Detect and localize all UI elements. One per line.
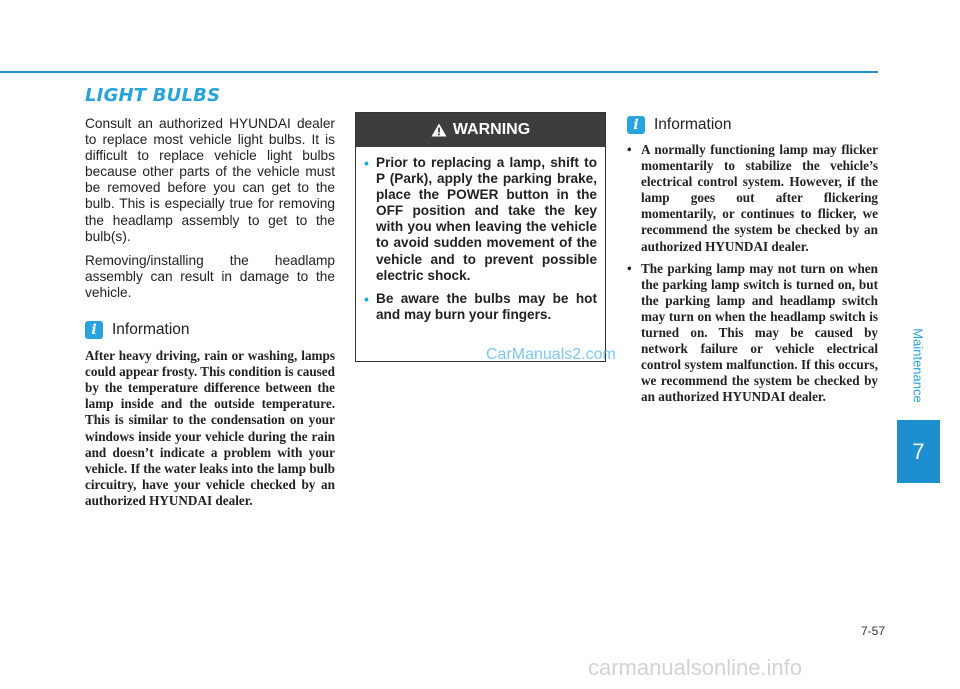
- warning-item-text: Prior to replacing a lamp, shift to P (Park), apply the parking brake, place the POWER button in the OFF position and take the key with you when leaving the vehicle to avoid sudden movement of the vehicle and to prevent possible electric shock.: [376, 155, 597, 283]
- warning-body: [356, 147, 605, 323]
- list-item: [627, 261, 878, 406]
- chapter-tab[interactable]: 7: [897, 420, 940, 483]
- watermark-link[interactable]: CarManuals2.com: [486, 346, 616, 363]
- intro-paragraph: Consult an authorized HYUNDAI dealer to replace most vehicle light bulbs. It is difficult to replace vehicle light bulbs because other parts of the vehicle must be removed before you can get to the bulb. This is especially true for removing the headlamp assembly to get to the bulb(s).: [85, 116, 335, 244]
- list-item-text: The parking lamp may not turn on when the parking lamp switch is turned on, but the parking lamp and headlamp switch may turn on when the headlamp switch is turned on. This may be caused by network failure or vehicle electrical control system malfunction. If this occurs, we recommend the system be checked by an authorized HYUNDAI dealer.: [641, 260, 878, 405]
- bullet-icon: •: [364, 155, 369, 171]
- info-heading: [627, 114, 878, 136]
- right-column: [627, 114, 878, 406]
- warning-item-text: Be aware the bulbs may be hot and may burn your fingers.: [376, 290, 597, 322]
- top-rule: [0, 71, 878, 73]
- info-label: Information: [654, 116, 732, 133]
- warning-header: [356, 113, 605, 147]
- warning-title: WARNING: [452, 121, 531, 138]
- list-item: [627, 142, 878, 255]
- footer-watermark: carmanualsonline.info: [588, 655, 803, 680]
- left-column: [85, 116, 335, 509]
- chapter-name: Maintenance: [911, 327, 927, 403]
- chapter-side-label: [897, 300, 940, 430]
- info-icon: i: [85, 321, 103, 339]
- info-icon: i: [627, 116, 645, 134]
- info-label: Information: [112, 321, 190, 339]
- info-text: After heavy driving, rain or washing, lamps could appear frosty. This condition is caused by the temperature difference between the lamp inside and the outside temperature. This is similar to the condensation on your windows inside your vehicle during the rain and doesn’t indicate a problem with your vehicle. If the water leaks into the lamp bulb circuitry, have your vehicle checked by an authorized HYUNDAI dealer.: [85, 348, 335, 508]
- warning-box: [355, 112, 606, 362]
- list-item-text: A normally functioning lamp may flicker momentarily to stabilize the vehicle’s electrical control system. However, if the lamp goes out after flickering momentarily, or continues to flicker, we recommend the system be checked by an authorized HYUNDAI dealer.: [641, 142, 878, 254]
- info-heading: [85, 319, 335, 341]
- warning-item: [364, 155, 597, 284]
- bullet-icon: •: [364, 290, 369, 307]
- section-title: LIGHT BULBS: [85, 85, 221, 106]
- warning-item: [364, 291, 597, 323]
- warning-triangle-icon: [431, 123, 447, 137]
- caution-paragraph: Removing/installing the headlamp assembly can result in damage to the vehicle.: [85, 252, 335, 300]
- bullet-icon: •: [627, 260, 632, 276]
- bullet-icon: •: [627, 142, 632, 157]
- page-number: 7-57: [860, 624, 885, 638]
- info-list: [627, 142, 878, 406]
